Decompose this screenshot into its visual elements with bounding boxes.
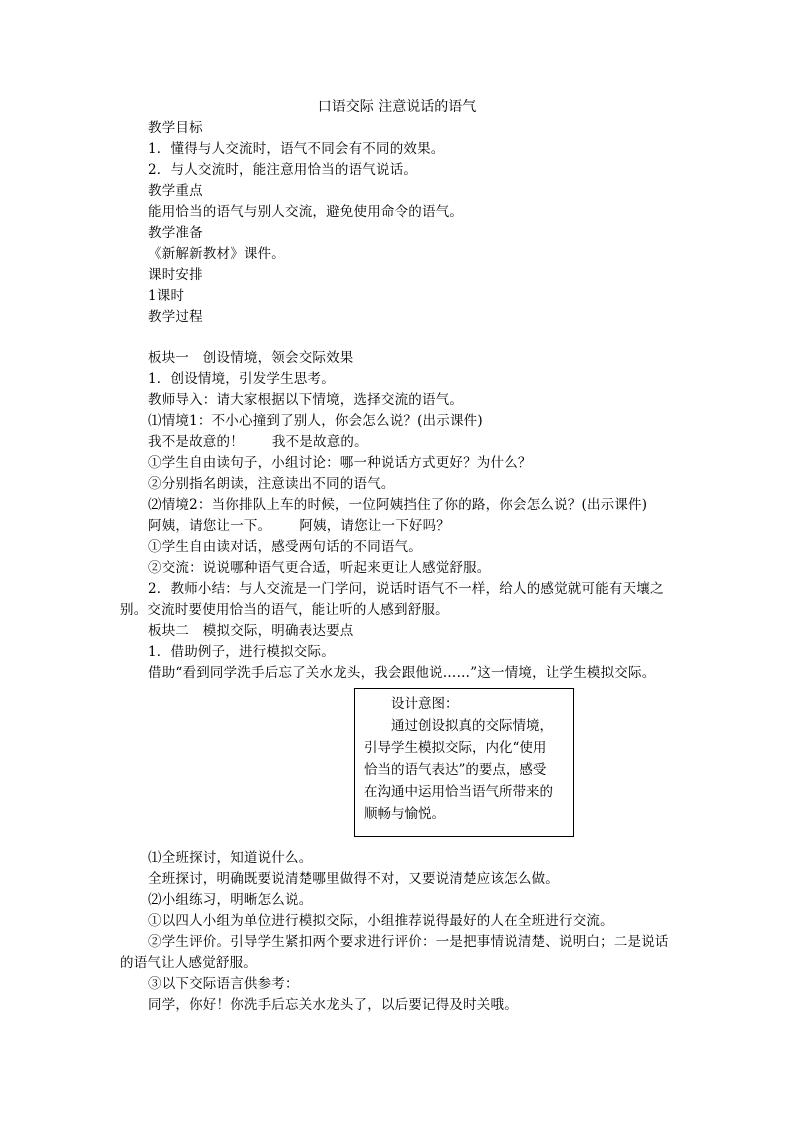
- paragraph: ⑴情境1：不小心撞到了别人，你会怎么说？(出示课件): [148, 413, 483, 429]
- paragraph: ①以四人小组为单位进行模拟交际，小组推荐说得最好的人在全班进行交流。: [148, 913, 614, 929]
- paragraph: ②学生评价。引导学生紧扣两个要求进行评价：一是把事情说清楚、说明白；二是说话: [148, 934, 669, 950]
- paragraph-continuation: 的语气让人感觉舒服。: [120, 955, 257, 971]
- goal-1: 1．懂得与人交流时，语气不同会有不同的效果。: [148, 141, 445, 157]
- paragraph: 借助“看到同学洗手后忘了关水龙头，我会跟他说……”这一情境，让学生模拟交际。: [148, 665, 656, 681]
- example-sentence-b: 我不是故意的。: [271, 434, 368, 450]
- page-title: 口语交际 注意说话的语气: [317, 99, 477, 115]
- example-line: [148, 432, 368, 453]
- design-intent-line: 在沟通中运用恰当语气所带来的: [364, 784, 553, 800]
- heading-process: 教学过程: [148, 309, 203, 325]
- preparation-text: 《新解新教材》课件。: [148, 246, 285, 262]
- paragraph: ②分别指名朗读，注意读出不同的语气。: [148, 476, 395, 492]
- heading-preparation: 教学准备: [148, 225, 203, 241]
- paragraph: 全班探讨，明确既要说清楚哪里做得不对，又要说清楚应该怎么做。: [148, 871, 559, 887]
- paragraph: 同学，你好！你洗手后忘关水龙头了，以后要记得及时关哦。: [148, 997, 518, 1013]
- example-line: [148, 516, 450, 537]
- key-point-text: 能用恰当的语气与别人交流，避免使用命令的语气。: [148, 204, 464, 220]
- design-intent-heading: 设计意图：: [391, 696, 459, 712]
- section-1-heading: 板块一 创设情境，领会交际效果: [148, 350, 354, 366]
- example-sentence-a: 阿姨，请您让一下。: [148, 518, 272, 534]
- heading-key-points: 教学重点: [148, 183, 203, 199]
- paragraph: ⑴全班探讨，知道说什么。: [148, 850, 313, 866]
- heading-schedule: 课时安排: [148, 267, 203, 283]
- paragraph: ③以下交际语言供参考：: [148, 976, 299, 992]
- design-intent-line: 恰当的语气表达”的要点，感受: [364, 762, 547, 778]
- paragraph: ①学生自由读句子，小组讨论：哪一种说话方式更好？为什么？: [148, 455, 532, 471]
- paragraph: ②交流：说说哪种语气更合适，听起来更让人感觉舒服。: [148, 560, 491, 576]
- design-intent-line: 通过创设拟真的交际情境，: [391, 718, 553, 734]
- goal-2: 2．与人交流时，能注意用恰当的语气说话。: [148, 162, 418, 178]
- paragraph: ⑵小组练习，明晰怎么说。: [148, 892, 313, 908]
- example-sentence-a: 我不是故意的！: [148, 434, 244, 450]
- design-intent-box: [354, 688, 574, 837]
- design-intent-line: 引导学生模拟交际，内化“使用: [364, 740, 547, 756]
- section-2-heading: 板块二 模拟交际，明确表达要点: [148, 623, 354, 639]
- paragraph-continuation: 别。交流时要使用恰当的语气，能让听的人感到舒服。: [120, 602, 449, 618]
- paragraph: ①学生自由读对话，感受两句话的不同语气。: [148, 539, 422, 555]
- paragraph: 1．创设情境，引发学生思考。: [148, 371, 335, 387]
- example-sentence-b: 阿姨，请您让一下好吗？: [299, 518, 451, 534]
- paragraph: 1．借助例子，进行模拟交际。: [148, 644, 335, 660]
- heading-teaching-goals: 教学目标: [148, 120, 203, 136]
- schedule-text: 1课时: [148, 288, 185, 304]
- paragraph: 2．教师小结：与人交流是一门学问，说话时语气不一样，给人的感觉就可能有天壤之: [148, 581, 664, 597]
- design-intent-line: 顺畅与愉悦。: [364, 806, 445, 822]
- paragraph: 教师导入：请大家根据以下情境，选择交流的语气。: [148, 392, 464, 408]
- paragraph: ⑵情境2：当你排队上车的时候，一位阿姨挡住了你的路，你会怎么说？(出示课件): [148, 497, 648, 513]
